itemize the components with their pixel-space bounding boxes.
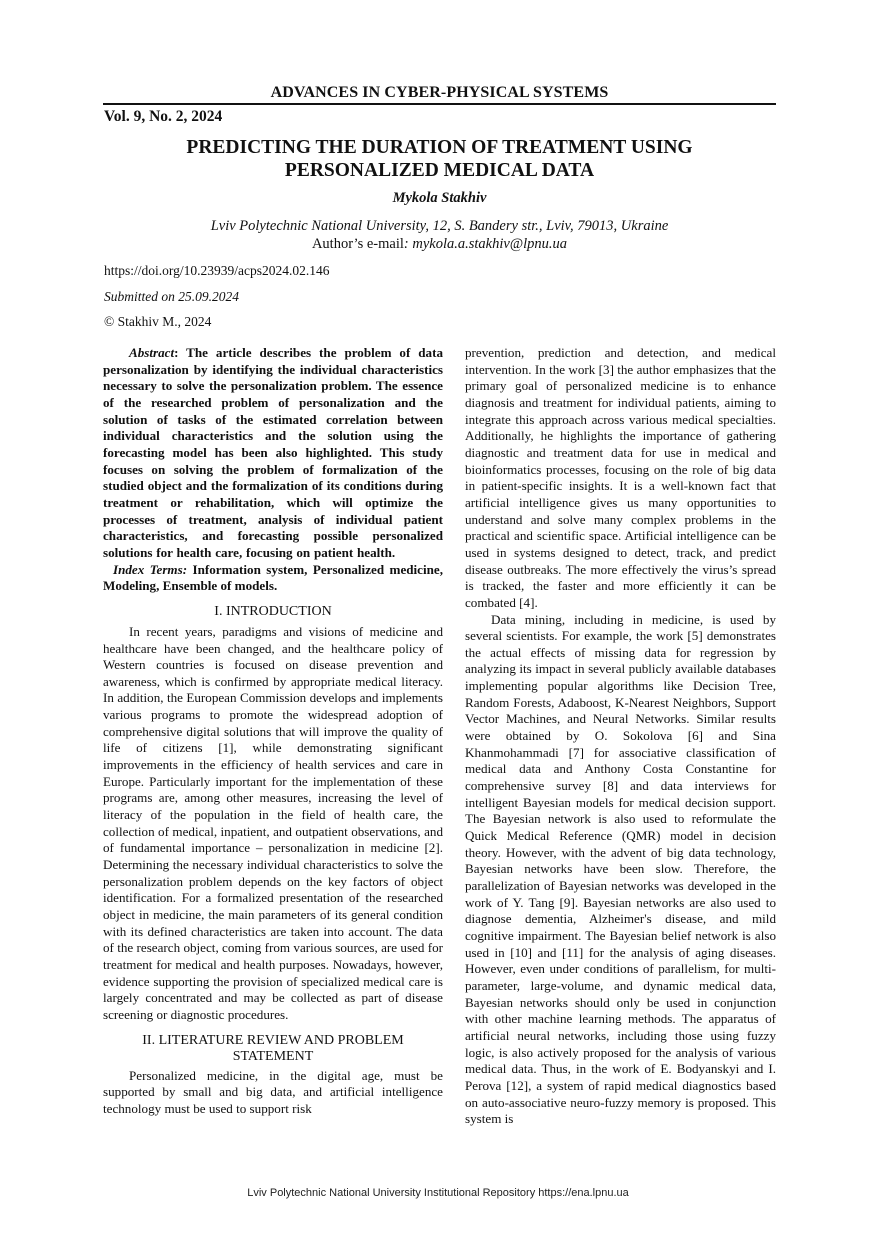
section-heading-introduction: I. INTRODUCTION: [214, 603, 332, 619]
abstract-text: : The article describes the problem of data personalization by identifying the individual characteristics necessary to solve the personalization problem. The essence of the researched problem of personalization and the solution of tasks of the estimated correlation between individual characteristics and the solution using the forecasting model has been also highlighted. This study focuses on solving the problem of formalization of the studied object and the formalization of its conditions during treatment or rehabilitation, which will optimize the processes of treatment, analysis of individual patient characteristics, and forecasting possible personalized solutions for health care, focusing on patient health.: [103, 345, 443, 560]
index-terms-text: Information system, Personalized medicine, Modeling, Ensemble of models.: [103, 561, 443, 594]
literature-paragraph-continued: prevention, prediction and detection, and medical intervention. In the work [3] the author emphasizes that the primary goal of personalized medicine is to enhance diagnosis and treatment for individual patients, aiming to integrate this approach across various medical specialties. Additionally, he highlights the importance of gathering diagnostic and treatment data for use in medical and bioinformatics processes, focusing on the role of big data in patient-specific insights. It is a well-known fact that artificial intelligence gives us many opportunities to understand and solve many complex problems in the practical and scientific space. Artificial intelligence can be used in systems designed to detect, track, and predict disease outbreaks. The more effectively the virus’s spread is tracked, the faster and more efficiently it can be combated [4].: [465, 345, 776, 610]
left-column: [103, 345, 443, 1118]
heading-line-2: STATEMENT: [232, 1049, 314, 1065]
data-mining-paragraph: Data mining, including in medicine, is used by several scientists. For example, the work [5] demonstrates the actual effects of missing data for regression by analyzing its impact in several publicly available databases implementing popular algorithms like Decision Tree, Random Forests, Adaboost, K-Nearest Neighbors, Support Vector Machines, and Neural Networks. Similar results were obtained by O. Sokolova [6] and Sina Khanmohammadi [7] for associative classification of medical data and Anthony Costa Constantine for comprehensive survey [8] and data interviews for intelligent Bayesian models for medical decision support. The Bayesian network is also used to reformulate the Quick Medical Reference (QMR) model in decision theory. However, with the advent of big data technology, Bayesian networks have been slow. Therefore, the parallelization of Bayesian networks was developed in the work of Y. Tang [9]. Bayesian networks are also used to diagnose dementia, Alzheimer's disease, and mild cognitive impairment. The Bayesian belief network is also used in [10] and [11] for the analysis of aging diseases. However, even under conditions of parallelism, for multi-parameter, large-volume, and dynamic medical data, Bayesian networks should only be used in conjunction with other machine learning methods. The apparatus of artificial neural networks, including those using fuzzy logic, is also actively proposed for the analysis of various medical data. Thus, in the work of E. Bodyanskyi and I. Perova [12], a system of rapid medical diagnostics based on auto-associative neuro-fuzzy memory is proposed. This system is: [465, 611, 776, 1127]
title-line-1: PREDICTING THE DURATION OF TREATMENT USING: [186, 137, 693, 158]
volume-info: Vol. 9, No. 2, 2024: [104, 108, 223, 125]
author-name: Mykola Stakhiv: [392, 190, 487, 206]
copyright-notice: © Stakhiv M., 2024: [104, 314, 212, 329]
author-email-line: [103, 235, 776, 253]
header-rule: [103, 103, 776, 105]
submitted-date: Submitted on 25.09.2024: [104, 289, 239, 304]
journal-name: ADVANCES IN CYBER-PHYSICAL SYSTEMS: [270, 84, 609, 101]
right-column: [465, 345, 776, 1128]
author-affiliation: Lviv Polytechnic National University, 12, S. Bandery str., Lviv, 79013, Ukraine: [210, 218, 669, 234]
section-heading-literature-review: [103, 1033, 443, 1066]
email-label: Author’s e-mail: [311, 236, 404, 252]
index-terms-label: Index Terms:: [113, 561, 188, 577]
heading-line-1: II. LITERATURE REVIEW AND PROBLEM: [142, 1032, 404, 1048]
article-title: [103, 136, 776, 182]
abstract-label: Abstract: [129, 345, 175, 360]
author-email[interactable]: : mykola.a.stakhiv@lpnu.ua: [403, 236, 568, 252]
introduction-paragraph: In recent years, paradigms and visions of medicine and healthcare have been changed, and the healthcare policy of Western countries is focused on disease prevention and awareness, which is confirmed by appropriate medical literacy. In addition, the European Commission develops and implements various programs to promote the widespread adoption of comprehensive digital solutions that will improve the quality of life of citizens [1], while demonstrating significant improvements in the efficiency of health services and care in Europe. Particularly important for the implementation of these programs are, among other measures, increasing the level of literacy of the population in the field of health care, the collection of medical, inpatient, and outpatient observations, and of fundamental importance – personalization in medicine [2]. Determining the necessary individual characteristics to solve the personalization problem depends on the key factors of object identification. For a formalized presentation of the researched object in medicine, the main parameters of its general condition with its defined characteristics are taken into account. The data of the research object, coming from various sources, are used for treatment for medical and health purposes. Nowadays, however, evidence supporting the provision of specialized medical care is largely concentrated and may be collected as part of disease screening or diagnostic procedures.: [103, 623, 443, 1022]
abstract: [103, 345, 443, 562]
title-line-2: PERSONALIZED MEDICAL DATA: [284, 160, 595, 181]
index-terms: [103, 562, 443, 595]
doi-link[interactable]: https://doi.org/10.23939/acps2024.02.146: [104, 263, 330, 278]
literature-paragraph-start: Personalized medicine, in the digital age, must be supported by small and big data, and artificial intelligence technology must be used to support risk: [103, 1067, 443, 1116]
repository-footer: Lviv Polytechnic National University Institutional Repository https://ena.lpnu.ua: [247, 1187, 629, 1199]
